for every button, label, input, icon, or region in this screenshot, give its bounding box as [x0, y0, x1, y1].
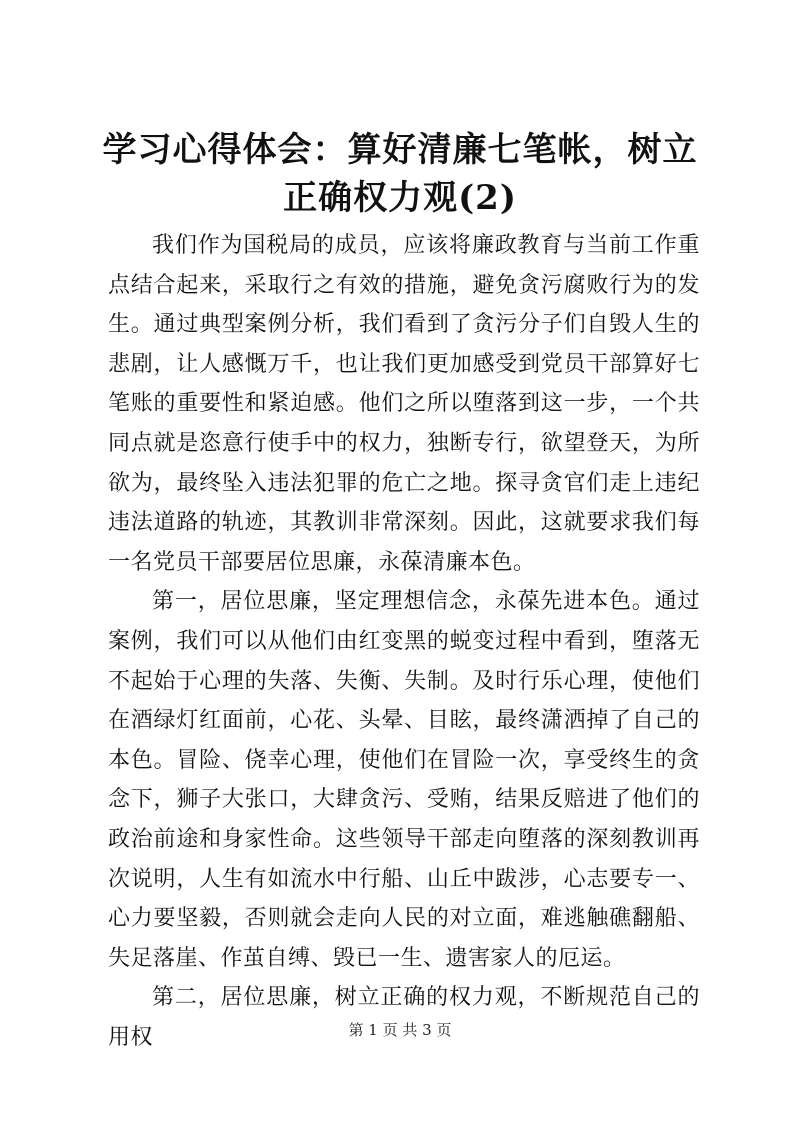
document-body: [108, 226, 700, 1057]
paragraph-first-point: 第一，居位思廉，坚定理想信念，永葆先进本色。通过案例，我们可以从他们由红变黑的蜕变过程中看到，堕落无不起始于心理的失落、失衡、失制。及时行乐心理，使他们在酒绿灯红面前，心花、头晕、目眩，最终潇洒掉了自己的本色。冒险、侥幸心理，使他们在冒险一次，享受终生的贪念下，狮子大张口，大肆贪污、受贿，结果反赔进了他们的政治前途和身家性命。这些领导干部走向堕落的深刻教训再次说明，人生有如流水中行船、山丘中跋涉，心志要专一、心力要坚毅，否则就会走向人民的对立面，难逃触礁翻船、失足落崖、作茧自缚、毁已一生、遗害家人的厄运。: [108, 589, 700, 971]
document-title: 学习心得体会：算好清廉七笔帐，树立正确权力观(2): [102, 130, 698, 218]
paragraph-intro: 我们作为国税局的成员，应该将廉政教育与当前工作重点结合起来，采取行之有效的措施，避免贪污腐败行为的发生。通过典型案例分析，我们看到了贪污分子们自毁人生的悲剧，让人感慨万千，也让我们更加感受到党员干部算好七笔账的重要性和紧迫感。他们之所以堕落到这一步，一个共同点就是恣意行使手中的权力，独断专行，欲望登天，为所欲为，最终坠入违法犯罪的危亡之地。探寻贪官们走上违纪违法道路的轨迹，其教训非常深刻。因此，这就要求我们每一名党员干部要居位思廉，永葆清廉本色。: [108, 233, 700, 575]
paragraph-second-point: 第二，居位思廉，树立正确的权力观，不断规范自己的用权: [108, 985, 700, 1050]
page-footer: [0, 1020, 800, 1040]
page-number: 第 1 页 共 3 页: [348, 1021, 452, 1039]
